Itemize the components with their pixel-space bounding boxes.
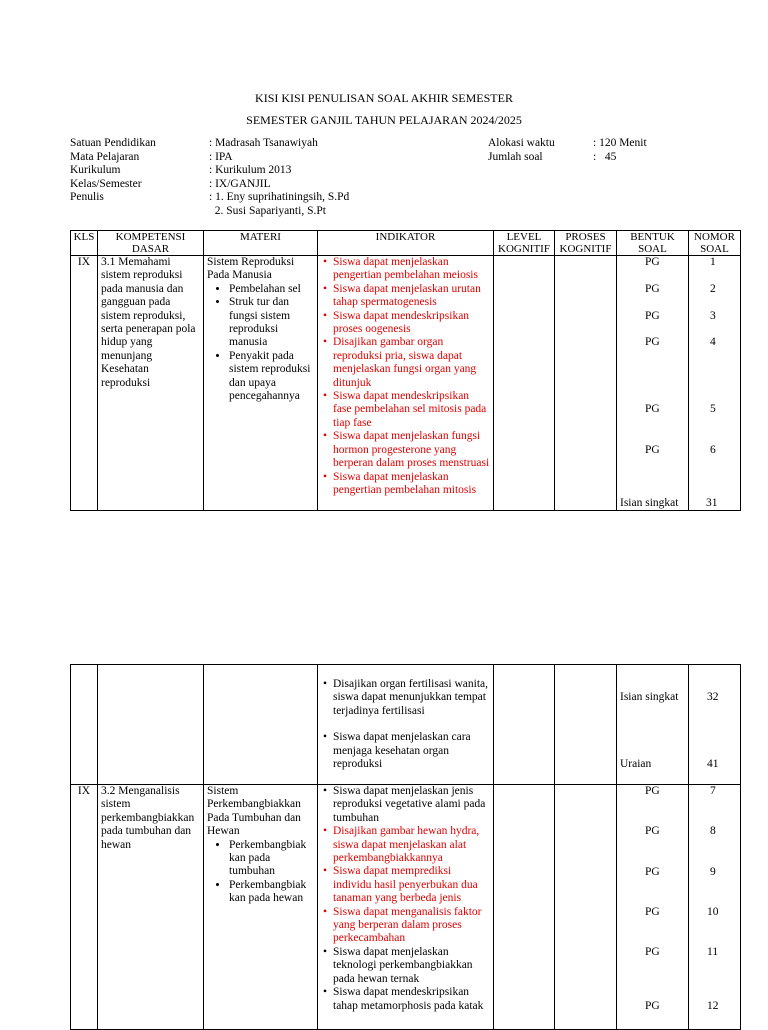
allocation-labels bbox=[488, 137, 555, 164]
materi-cell bbox=[204, 785, 318, 1030]
header-kls: KLS bbox=[71, 231, 98, 256]
bentuk-soal-value: PG bbox=[645, 336, 660, 348]
allocation-label: Jumlah soal bbox=[488, 150, 543, 163]
indikator-cell bbox=[318, 256, 494, 511]
indicator-item: • Disajikan organ fertilisasi wanita, siswa dapat menunjukkan tempat terjadinya fertilisasi bbox=[323, 678, 490, 718]
header-nomor-soal: NOMOR SOAL bbox=[689, 231, 741, 256]
bentuk-soal-value: PG bbox=[645, 785, 660, 797]
indikator-cell bbox=[318, 785, 494, 1030]
table-row bbox=[71, 665, 741, 785]
info-label: Mata Pelajaran bbox=[70, 150, 140, 163]
indicator-item: • Siswa dapat mendeskripsikan fase pembelahan sel mitosis pada tiap fase bbox=[323, 390, 490, 430]
nomor-soal-value: 10 bbox=[707, 906, 719, 918]
bentuk-soal-value: PG bbox=[645, 825, 660, 837]
nomor-soal-value: 41 bbox=[707, 758, 719, 770]
info-value: : Madrasah Tsanawiyah bbox=[209, 137, 318, 149]
nomor-soal-cell bbox=[689, 665, 741, 785]
kls-cell: IX bbox=[71, 256, 98, 511]
indicator-item: • Siswa dapat menjelaskan pengertian pembelahan meiosis bbox=[323, 256, 490, 283]
materi-title: Sistem Reproduksi Pada Manusia bbox=[207, 256, 295, 282]
level-kognitif-cell bbox=[494, 665, 555, 785]
info-value: : IX/GANJIL bbox=[209, 177, 271, 190]
bentuk-soal-value: Uraian bbox=[620, 758, 652, 770]
info-label: Penulis bbox=[70, 191, 104, 203]
bentuk-soal-value: PG bbox=[645, 310, 660, 322]
nomor-soal-value: 1 bbox=[710, 256, 716, 268]
info-label: Satuan Pendidikan bbox=[70, 137, 156, 149]
bentuk-soal-value: PG bbox=[645, 256, 660, 268]
info-value: : IPA bbox=[209, 150, 233, 163]
table-header-row bbox=[71, 231, 741, 256]
materi-item: • Penyakit pada sistem reproduksi dan upaya pencegahannya bbox=[229, 350, 314, 404]
info-label: Kelas/Semester bbox=[70, 177, 142, 190]
bentuk-soal-value: PG bbox=[645, 1000, 660, 1012]
materi-cell bbox=[204, 665, 318, 785]
level-kognitif-cell bbox=[494, 785, 555, 1030]
allocation-value: : 45 bbox=[593, 150, 617, 163]
allocation-values bbox=[593, 137, 647, 164]
bentuk-soal-value: PG bbox=[645, 283, 660, 295]
allocation-value: : 120 Menit bbox=[593, 137, 647, 149]
nomor-soal-value: 6 bbox=[710, 444, 716, 456]
kompetensi-dasar-cell: 3.1 Memahami sistem reproduksi pada manusia dan gangguan pada sistem reproduksi, serta penerapan pola hidup yang menunjang Kesehatan reproduksi bbox=[98, 256, 204, 511]
nomor-soal-value: 32 bbox=[707, 691, 719, 703]
bentuk-soal-value: PG bbox=[645, 403, 660, 415]
nomor-soal-value: 3 bbox=[710, 310, 716, 322]
info-value: : 1. Eny suprihatiningsih, S.Pd bbox=[209, 191, 350, 203]
header-bentuk-soal: BENTUK SOAL bbox=[617, 231, 689, 256]
info-labels bbox=[70, 137, 156, 205]
indicator-item: • Siswa dapat memprediksi individu hasil penyerbukan dua tanaman yang berbeda jenis bbox=[323, 865, 490, 905]
materi-title: Sistem Perkembangbiakkan Pada Tumbuhan dan Hewan bbox=[207, 785, 301, 838]
info-value: 2. Susi Sapariyanti, S.Pt bbox=[209, 204, 326, 217]
nomor-soal-value: 31 bbox=[706, 497, 718, 509]
bentuk-soal-cell bbox=[617, 665, 689, 785]
grid-table-1 bbox=[70, 230, 741, 511]
nomor-soal-value: 5 bbox=[710, 403, 716, 415]
bentuk-soal-value: PG bbox=[645, 444, 660, 456]
header-proses-kognitif: PROSES KOGNITIF bbox=[555, 231, 617, 256]
bentuk-soal-cell bbox=[617, 256, 689, 511]
proses-kognitif-cell bbox=[555, 785, 617, 1030]
info-value: : Kurikulum 2013 bbox=[209, 164, 292, 176]
nomor-soal-value: 7 bbox=[710, 785, 716, 797]
materi-list bbox=[207, 839, 314, 906]
materi-item: • Perkembangbiak kan pada tumbuhan bbox=[229, 839, 314, 879]
kls-cell bbox=[71, 665, 98, 785]
header-level-kognitif: LEVEL KOGNITIF bbox=[494, 231, 555, 256]
nomor-soal-cell bbox=[689, 256, 741, 511]
nomor-soal-value: 9 bbox=[710, 866, 716, 878]
indicator-item: • Siswa dapat menjelaskan cara menjaga kesehatan organ reproduksi bbox=[323, 731, 490, 771]
indicator-list bbox=[323, 256, 490, 497]
nomor-soal-value: 4 bbox=[710, 336, 716, 348]
nomor-soal-value: 8 bbox=[710, 825, 716, 837]
proses-kognitif-cell bbox=[555, 665, 617, 785]
materi-item: • Pembelahan sel bbox=[229, 283, 314, 296]
indicator-item: • Siswa dapat menjelaskan jenis reproduksi vegetative alami pada tumbuhan bbox=[323, 785, 490, 825]
header-indikator: INDIKATOR bbox=[318, 231, 494, 256]
nomor-soal-cell bbox=[689, 785, 741, 1030]
nomor-soal-value: 2 bbox=[710, 283, 716, 295]
grid-table-2 bbox=[70, 664, 741, 1030]
info-values bbox=[209, 137, 349, 218]
header-materi: MATERI bbox=[204, 231, 318, 256]
proses-kognitif-cell bbox=[555, 256, 617, 511]
nomor-soal-value: 12 bbox=[707, 1000, 719, 1012]
indikator-cell bbox=[318, 665, 494, 785]
info-label: Kurikulum bbox=[70, 164, 121, 176]
materi-list bbox=[207, 283, 314, 404]
bentuk-soal-cell bbox=[617, 785, 689, 1030]
kls-cell: IX bbox=[71, 785, 98, 1030]
nomor-soal-value: 11 bbox=[707, 946, 719, 958]
document-title: KISI KISI PENULISAN SOAL AKHIR SEMESTER bbox=[255, 91, 513, 105]
indicator-item: • Siswa dapat menjelaskan urutan tahap spermatogenesis bbox=[323, 283, 490, 310]
indicator-item: • Siswa dapat menjelaskan pengertian pembelahan mitosis bbox=[323, 471, 490, 498]
materi-item: • Perkembangbiak kan pada hewan bbox=[229, 879, 314, 906]
materi-cell bbox=[204, 256, 318, 511]
header-kompetensi-dasar: KOMPETENSI DASAR bbox=[98, 231, 204, 256]
allocation-label: Alokasi waktu bbox=[488, 137, 555, 149]
table-row bbox=[71, 256, 741, 511]
indicator-list bbox=[323, 678, 490, 771]
indicator-item: • Siswa dapat menjelaskan fungsi hormon progesterone yang berperan dalam proses menstruasi bbox=[323, 430, 490, 470]
bentuk-soal-value: Isian singkat bbox=[620, 691, 679, 703]
materi-item: • Struk tur dan fungsi sistem reproduksi manusia bbox=[229, 296, 314, 350]
bentuk-soal-value: PG bbox=[645, 866, 660, 878]
indicator-item: • Disajikan gambar organ reproduksi pria, siswa dapat menjelaskan fungsi organ yang ditunjuk bbox=[323, 336, 490, 390]
indicator-item: • Siswa dapat mendeskripsikan tahap metamorphosis pada katak bbox=[323, 986, 490, 1013]
bentuk-soal-value: PG bbox=[645, 946, 660, 958]
level-kognitif-cell bbox=[494, 256, 555, 511]
document-subtitle: SEMESTER GANJIL TAHUN PELAJARAN 2024/2025 bbox=[246, 113, 522, 127]
table-row bbox=[71, 785, 741, 1030]
indicator-item: • Siswa dapat menjelaskan teknologi perkembangbiakkan pada hewan ternak bbox=[323, 946, 490, 986]
bentuk-soal-value: Isian singkat bbox=[620, 497, 679, 509]
kompetensi-dasar-cell: 3.2 Menganalisis sistem perkembangbiakkan pada tumbuhan dan hewan bbox=[98, 785, 204, 1030]
indicator-list bbox=[323, 785, 490, 1013]
indicator-item: • Siswa dapat menganalisis faktor yang berperan dalam proses perkecambahan bbox=[323, 906, 490, 946]
bentuk-soal-value: PG bbox=[645, 906, 660, 918]
indicator-item: • Siswa dapat mendeskripsikan proses oogenesis bbox=[323, 310, 490, 337]
kompetensi-dasar-cell bbox=[98, 665, 204, 785]
indicator-item: • Disajikan gambar hewan hydra, siswa dapat menjelaskan alat perkembangbiakkannya bbox=[323, 825, 490, 865]
